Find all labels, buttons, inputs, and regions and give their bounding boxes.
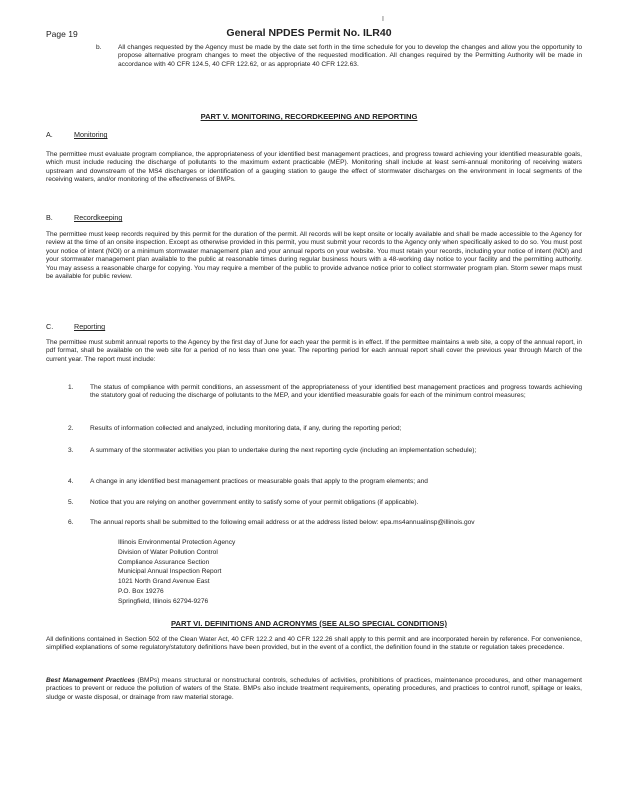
section-b-letter: B. [46, 213, 53, 222]
definition-bmp-text: (BMPs) means structural or nonstructural controls, schedules of activities, prohibitions of practices, maintenance procedures, and other management practices to prevent or reduce the pollution of waters of the State. BMPs also include treatment requirements, operating procedures, and practices to control runoff, spillage or leaks, sludge or waste disposal, or drainage from raw material storage. [46, 677, 582, 701]
page-number: Page 19 [46, 29, 78, 39]
section-c-title: Reporting [74, 322, 106, 331]
address-line-6: P.O. Box 19276 [118, 587, 164, 595]
address-line-1: Illinois Environmental Protection Agency [118, 539, 236, 546]
report-item-3-text: A summary of the stormwater activities you plan to undertake during the next reporting cycle (including an implementation schedule); [90, 447, 477, 454]
report-item-5 [68, 499, 582, 507]
part6-heading: PART VI. DEFINITIONS AND ACRONYMS (SEE ALSO SPECIAL CONDITIONS) [170, 619, 448, 628]
report-item-2-text: Results of information collected and analyzed, including monitoring data, if any, during the reporting period; [90, 425, 402, 432]
mailing-address [118, 538, 235, 607]
section-b-title: Recordkeeping [74, 213, 123, 222]
report-item-4-text: A change in any identified best management practices or measurable goals that apply to the program elements; and [90, 478, 428, 485]
definition-bmp-term: Best Management Practices [46, 677, 135, 684]
definition-bmp [46, 677, 582, 702]
report-item-6 [68, 519, 582, 527]
report-item-6-number: 6. [68, 519, 74, 526]
section-c-letter: C. [46, 322, 54, 331]
intro-item-number: b. [96, 44, 102, 51]
report-item-2 [68, 425, 582, 433]
report-item-3-number: 3. [68, 447, 74, 454]
report-item-1-text: The status of compliance with permit conditions, an assessment of the appropriateness of your identified best management practices and progress towards achieving the statutory goal of reducing the discharge of pollutants to the MEP, and your identified measurable goals for each of the minimum control measures; [90, 384, 582, 400]
report-item-1 [68, 384, 582, 401]
section-c-heading [46, 322, 105, 331]
address-line-7: Springfield, Illinois 62794-9276 [118, 597, 209, 605]
definitions-intro: All definitions contained in Section 502 of the Clean Water Act, 40 CFR 122.2 and 40 CFR 122.26 shall apply to this permit and are incorporated herein by reference. For convenience, simplified explanations of some regulatory/statutory definitions have been provided, but in the event of a conflict, the definition found in the statute or regulation takes precedence. [46, 636, 582, 652]
intro-item [96, 44, 582, 69]
section-a-heading [46, 130, 108, 139]
section-b-text: The permittee must keep records required by this permit for the duration of the permit. All records will be kept onsite or locally available and shall be made accessible to the Agency for review at the time of an onsite inspection. Except as otherwise provided in this permit, you must submit your records to the Agency only when specifically asked to do so. You must post your notice of intent (NOI) or a minimum stormwater management plan and your annual reports on your website. You must retain your records, including your notice of intent (NOI) and your stormwater management plan available to the public at reasonable times during regular business hours with a 48-working day notice to your facility and the permitting authority. You may assess a reasonable charge for copying. You may require a member of the public to provide advance notice prior to collect stormwater program plan. Storm sewer maps must be available for public review. [46, 231, 582, 281]
section-b-heading [46, 213, 122, 222]
intro-item-text: All changes requested by the Agency must be made by the date set forth in the time schedule for you to develop the changes and allow you the opportunity to propose alternative program changes to meet the objective of the requested modification. All changes required by the Permitting Authority will be made in accordance with 40 CFR 124.5, 40 CFR 122.62, or as appropriate 40 CFR 122.63. [118, 44, 582, 68]
report-item-2-number: 2. [68, 425, 74, 432]
address-line-5: 1021 North Grand Avenue East [118, 578, 210, 586]
page-title: General NPDES Permit No. ILR40 [226, 27, 392, 39]
address-line-2: Division of Water Pollution Control [118, 548, 218, 556]
report-item-6-text: The annual reports shall be submitted to the following email address or at the address listed below: epa.ms4annualinsp@illinois.gov [90, 519, 475, 526]
report-item-4-number: 4. [68, 478, 74, 485]
address-line-4: Municipal Annual Inspection Report [118, 568, 222, 576]
report-item-5-text: Notice that you are relying on another government entity to satisfy some of your permit obligations (if applicable). [90, 499, 419, 506]
address-line-3: Compliance Assurance Section [118, 558, 210, 566]
section-a-letter: A. [46, 130, 53, 139]
report-item-3 [68, 447, 582, 455]
report-item-4 [68, 478, 582, 486]
section-a-text: The permittee must evaluate program compliance, the appropriateness of your identified best management practices, and progress toward achieving your identified measurable goals, which must include reducing the discharge of pollutants to the maximum extent practicable (MEP). Monitoring shall include at least semi-annual monitoring of receiving waters upstream and downstream of the MS4 discharges or identification of a gauging station to gauge the effect of stormwater discharges on the environment in local segments of the receiving waters, and/or monitoring of the effectiveness of BMPs. [46, 151, 582, 184]
corner-mark: I [382, 16, 384, 23]
section-c-text: The permittee must submit annual reports to the Agency by the first day of June for each year the permit is in effect. If the permittee maintains a web site, a copy of the annual report, in pdf format, shall be available on the web site for a period of no less than one year. The reporting period for each annual report shall cover the previous year through March of the current year. The report must include: [46, 339, 582, 363]
section-a-title: Monitoring [74, 130, 108, 139]
report-item-5-number: 5. [68, 499, 74, 506]
report-item-1-number: 1. [68, 384, 74, 391]
part5-heading: PART V. MONITORING, RECORDKEEPING AND REPORTING [200, 112, 418, 121]
